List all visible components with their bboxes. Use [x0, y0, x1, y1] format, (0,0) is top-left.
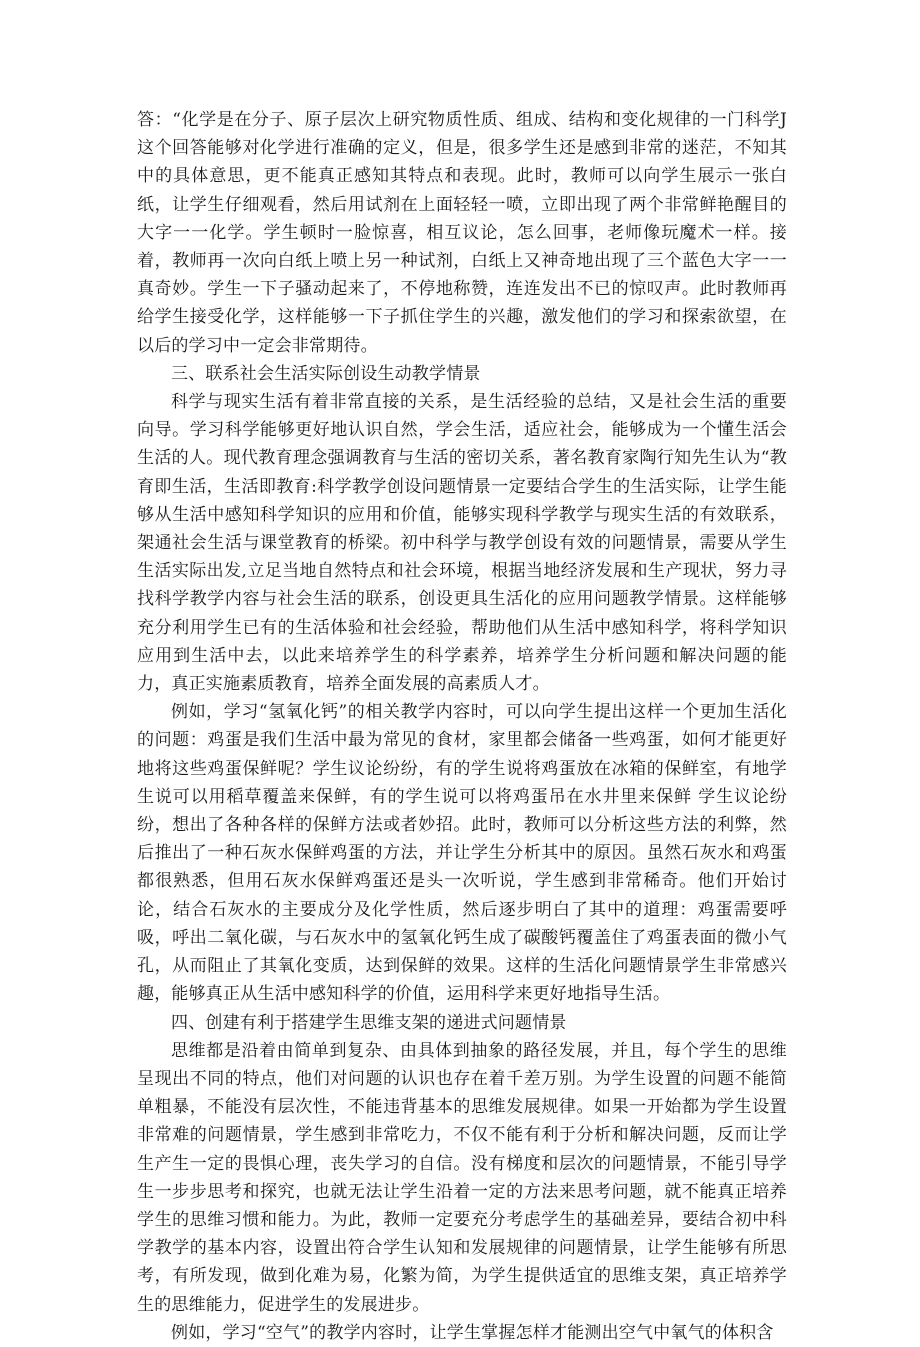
paragraph-calcium-hydroxide-example: 例如，学习“氢氧化钙”的相关教学内容时，可以向学生提出这样一个更加生活化的问题：鸡蛋是我们生活中最为常见的食材，家里都会储备一些鸡蛋，如何才能更好地将这些鸡蛋保鲜呢？学生议论纷纷，有的学生说将鸡蛋放在冰箱的保鲜室，有地学生说可以用稻草覆盖来保鲜，有的学生说可以将鸡蛋吊在水井里来保鲜 学生议论纷纷，想出了各种各样的保鲜方法或者妙招。此时，教师可以分析这些方法的利弊，然后推出了一种石灰水保鲜鸡蛋的方法，并让学生分析其中的原因。虽然石灰水和鸡蛋都很熟悉，但用石灰水保鲜鸡蛋还是头一次听说，学生感到非常稀奇。他们开始讨论，结合石灰水的主要成分及化学性质，然后逐步明白了其中的道理：鸡蛋需要呼吸，呼出二氧化碳，与石灰水中的氢氧化钙生成了碳酸钙覆盖住了鸡蛋表面的微小气孔，从而阻止了其氧化变质，达到保鲜的效果。这样的生活化问题情景学生非常感兴趣，能够真正从生活中感知科学的价值，运用科学来更好地指导生活。 [137, 702, 787, 1005]
paragraph-air-example: 例如，学习“空气”的教学内容时，让学生掌握怎样才能测出空气中氧气的体积含 [171, 1322, 774, 1343]
section-heading-4: 四、创建有利于搭建学生思维支架的递进式问题情景 [171, 1012, 567, 1033]
paragraph-thinking-development: 思维都是沿着由简单到复杂、由具体到抽象的路径发展，并且，每个学生的思维呈现出不同的特点，他们对问题的认识也存在着千差万别。为学生设置的问题不能简单粗暴，不能没有层次性，不能违背基本的思维发展规律。如果一开始都为学生设置非常难的问题情景，学生感到非常吃力，不仅不能有利于分析和解决问题，反而让学生产生一定的畏惧心理，丧失学习的自信。没有梯度和层次的问题情景，不能引导学生一步步思考和探究，也就无法让学生沿着一定的方法来思考问题，就不能真正培养学生的思维习惯和能力。为此，教师一定要充分考虑学生的基础差异，要结合初中科学教学的基本内容，设置出符合学生认知和发展规律的问题情景，让学生能够有所思考，有所发现，做到化难为易，化繁为简，为学生提供适宜的思维支架，真正培养学生的思维能力，促进学生的发展进步。 [137, 1040, 787, 1315]
section-heading-3: 三、联系社会生活实际创设生动教学情景 [171, 363, 481, 384]
paragraph-intro: 答：“化学是在分子、原子层次上研究物质性质、组成、结构和变化规律的一门科学J这个回答能够对化学进行准确的定义，但是，很多学生还是感到非常的迷茫，不知其中的具体意思，更不能真正感知其特点和表现。此时，教师可以向学生展示一张白纸，让学生仔细观看，然后用试剂在上面轻轻一喷，立即出现了两个非常鲜艳醒目的大字一一化学。学生顿时一脸惊喜，相互议论，怎么回事，老师像玩魔术一样。接着，教师再一次向白纸上喷上另一种试剂，白纸上又神奇地出现了三个蓝色大字一一真奇妙。学生一下子骚动起来了，不停地称赞，连连发出不已的惊叹声。此时教师再给学生接受化学，这样能够一下子抓住学生的兴趣，激发他们的学习和探索欲望，在以后的学习中一定会非常期待。 [137, 110, 787, 356]
paragraph-life-science: 科学与现实生活有着非常直接的关系，是生活经验的总结，又是社会生活的重要向导。学习科学能够更好地认识自然，学会生活，适应社会，能够成为一个懂生活会生活的人。现代教育理念强调教育与生活的密切关系，著名教育家陶行知先生认为“教育即生活，生活即教育:科学教学创设问题情景一定要结合学生的生活实际，让学生能够从生活中感知科学知识的应用和价值，能够实现科学教学与现实生活的有效联系，架通社会生活与课堂教育的桥梁。初中科学与教学创设有效的问题情景，需要从学生生活实际出发,立足当地自然特点和社会环境，根据当地经济发展和生产现状，努力寻找科学教学内容与社会生活的联系，创设更具生活化的应用问题教学情景。这样能够充分利用学生已有的生活体验和社会经验，帮助他们从生活中感知科学，将科学知识应用到生活中去，以此来培养学生的科学素养，培养学生分析问题和解决问题的能力，真正实施素质教育，培养全面发展的高素质人才。 [137, 392, 787, 695]
document-page [137, 106, 787, 1347]
